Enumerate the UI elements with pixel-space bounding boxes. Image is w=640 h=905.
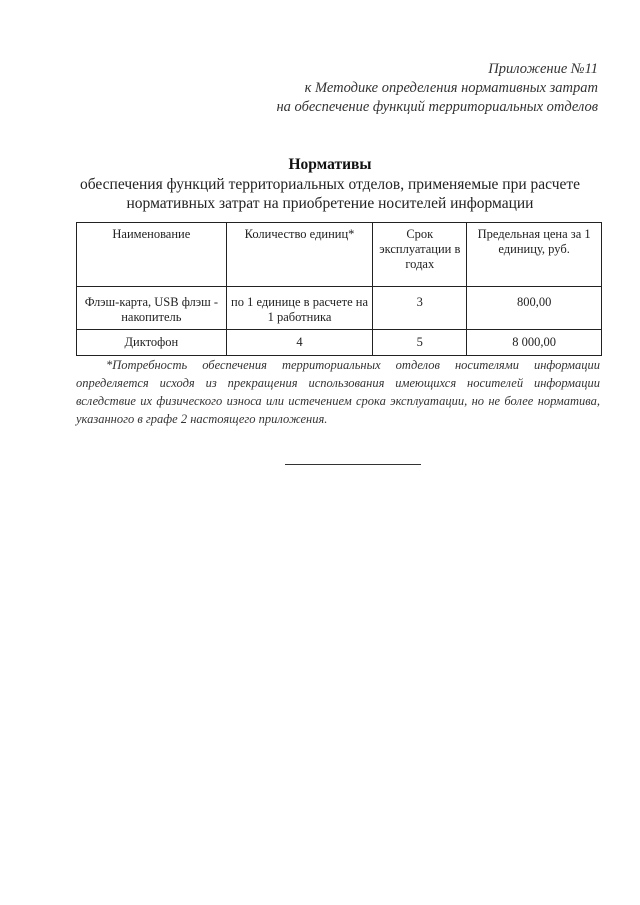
cell-name: Диктофон [77, 330, 227, 356]
appendix-methodology: к Методике определения нормативных затрат [304, 80, 598, 96]
table-header-row [77, 223, 602, 287]
header-name: Наименование [77, 223, 227, 287]
header-quantity: Количество единиц* [226, 223, 373, 287]
document-subtitle [60, 175, 600, 213]
appendix-reference [276, 60, 598, 117]
closing-divider [285, 464, 421, 465]
appendix-scope: на обеспечение функций территориальных отделов [276, 99, 598, 115]
cell-name: Флэш-карта, USB флэш - накопитель [77, 287, 227, 330]
cell-quantity: по 1 единице в расчете на 1 работника [226, 287, 373, 330]
document-heading [60, 155, 600, 213]
cell-max-price: 8 000,00 [467, 330, 602, 356]
subtitle-line-1: обеспечения функций территориальных отделов, применяемые при расчете [79, 176, 581, 193]
header-service-life: Срок эксплуатации в годах [373, 223, 467, 287]
table-row [77, 330, 602, 356]
header-max-price: Предельная цена за 1 единицу, руб. [467, 223, 602, 287]
table-row [77, 287, 602, 330]
cell-service-life: 3 [373, 287, 467, 330]
document-title: Нормативы [288, 156, 372, 173]
footnote: *Потребность обеспечения территориальных отделов носителями информации определяется исходя из прекращения использования имеющихся носителей информации вследствие их физического износа или истечением срока эксплуатации, но не более норматива, указанного в графе 2 настоящего приложения. [76, 358, 600, 426]
cell-max-price: 800,00 [467, 287, 602, 330]
subtitle-line-2: нормативных затрат на приобретение носителей информации [126, 195, 534, 212]
cell-quantity: 4 [226, 330, 373, 356]
cell-service-life: 5 [373, 330, 467, 356]
norms-table [76, 222, 602, 356]
appendix-number: Приложение №11 [488, 61, 598, 77]
